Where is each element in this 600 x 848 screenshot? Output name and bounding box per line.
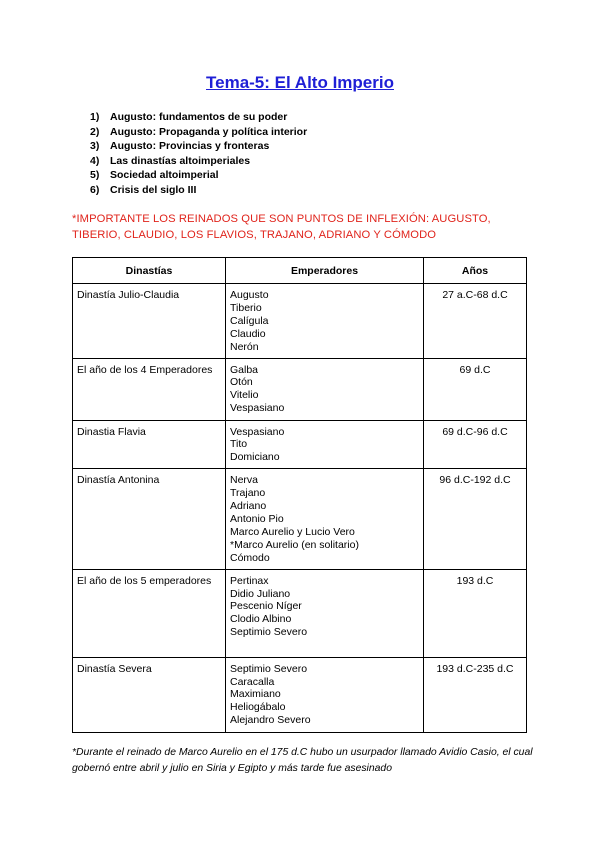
years-cell: 193 d.C bbox=[424, 569, 527, 657]
emperor-name: Maximiano bbox=[230, 688, 281, 701]
emperor-name: Marco Aurelio y Lucio Vero bbox=[230, 525, 355, 538]
emperors-cell bbox=[226, 358, 424, 420]
table-row bbox=[73, 420, 527, 469]
emperor-name: Calígula bbox=[230, 314, 269, 327]
emperor-name: Adriano bbox=[230, 500, 267, 513]
emperors-cell bbox=[226, 469, 424, 569]
topic-number: 1) bbox=[90, 111, 100, 123]
header-emperors: Emperadores bbox=[226, 258, 424, 284]
topic-item bbox=[90, 110, 307, 125]
emperor-name: Septimio Severo bbox=[230, 626, 308, 639]
emperor-name: Caracalla bbox=[230, 675, 275, 688]
header-dynasties: Dinastías bbox=[73, 258, 226, 284]
emperor-name: Vitelio bbox=[230, 389, 259, 402]
table-row bbox=[73, 469, 527, 569]
dynasty-cell: Dinastía Antonina bbox=[73, 469, 226, 569]
topic-number: 6) bbox=[90, 183, 100, 196]
table-row bbox=[73, 358, 527, 420]
years-cell: 69 d.C-96 d.C bbox=[424, 420, 527, 469]
dynasty-cell: Dinastía Julio-Claudia bbox=[73, 284, 226, 359]
emperor-name: *Marco Aurelio (en solitario) bbox=[230, 538, 359, 551]
dynasty-cell: Dinastia Flavia bbox=[73, 420, 226, 469]
emperor-name: Tiberio bbox=[230, 301, 262, 314]
emperor-name: Heliogábalo bbox=[230, 701, 286, 714]
emperor-name: Nerva bbox=[230, 474, 259, 487]
emperor-name: Clodio Albino bbox=[230, 613, 292, 626]
years-cell: 27 a.C-68 d.C bbox=[424, 284, 527, 359]
topic-list bbox=[90, 110, 307, 198]
emperor-name: Domiciano bbox=[230, 451, 280, 464]
emperors-cell bbox=[226, 420, 424, 469]
emperor-name: Tito bbox=[230, 438, 248, 451]
table-body bbox=[73, 284, 527, 733]
topic-text: Augusto: Propaganda y política interior bbox=[110, 125, 308, 138]
emperor-name: Pescenio Níger bbox=[230, 600, 302, 613]
emperor-name: Otón bbox=[230, 376, 253, 389]
emperor-name: Vespasiano bbox=[230, 425, 285, 438]
years-cell: 69 d.C bbox=[424, 358, 527, 420]
emperors-cell bbox=[226, 657, 424, 732]
emperor-name: Alejandro Severo bbox=[230, 714, 311, 727]
topic-text: Crisis del siglo III bbox=[110, 183, 197, 196]
page-title: Tema-5: El Alto Imperio bbox=[206, 73, 394, 92]
topic-text: Augusto: fundamentos de su poder bbox=[110, 111, 288, 123]
emperor-name: Claudio bbox=[230, 327, 266, 340]
table-row bbox=[73, 569, 527, 657]
dynasty-cell: El año de los 5 emperadores bbox=[73, 569, 226, 657]
dynasties-table bbox=[72, 257, 527, 733]
dynasty-cell: Dinastía Severa bbox=[73, 657, 226, 732]
emperor-name: Vespasiano bbox=[230, 402, 285, 415]
topic-item bbox=[90, 154, 307, 169]
topic-item bbox=[90, 168, 307, 183]
emperor-name: Pertinax bbox=[230, 574, 269, 587]
topic-item bbox=[90, 139, 307, 154]
table-header-row bbox=[73, 258, 527, 284]
topic-item bbox=[90, 125, 307, 140]
table-row bbox=[73, 284, 527, 359]
topic-number: 3) bbox=[90, 140, 100, 153]
emperor-name: Augusto bbox=[230, 289, 269, 301]
topic-text: Sociedad altoimperial bbox=[110, 169, 219, 182]
important-note: *IMPORTANTE LOS REINADOS QUE SON PUNTOS DE INFLEXIÓN: AUGUSTO, TIBERIO, CLAUDIO, LOS FLAVIOS, TRAJANO, ADRIANO Y CÓMODO bbox=[72, 213, 491, 241]
topic-text: Las dinastías altoimperiales bbox=[110, 154, 251, 167]
footnote: *Durante el reinado de Marco Aurelio en el 175 d.C hubo un usurpador llamado Avidio Casio, el cual gobernó entre abril y julio en Siria y Egipto y más tarde fue asesinado bbox=[72, 747, 533, 774]
emperor-name: Septimio Severo bbox=[230, 662, 308, 675]
topic-number: 5) bbox=[90, 169, 100, 182]
emperor-name: Trajano bbox=[230, 487, 266, 500]
emperor-name: Nerón bbox=[230, 340, 259, 353]
emperor-name: Antonio Pio bbox=[230, 512, 284, 525]
emperors-cell bbox=[226, 284, 424, 359]
topic-number: 4) bbox=[90, 154, 100, 167]
topic-number: 2) bbox=[90, 125, 100, 138]
topic-text: Augusto: Provincias y fronteras bbox=[110, 140, 270, 153]
emperors-cell bbox=[226, 569, 424, 657]
emperor-name: Didio Juliano bbox=[230, 587, 291, 600]
header-years: Años bbox=[424, 258, 527, 284]
dynasty-cell: El año de los 4 Emperadores bbox=[73, 358, 226, 420]
emperor-name: Galba bbox=[230, 363, 259, 376]
years-cell: 193 d.C-235 d.C bbox=[424, 657, 527, 732]
emperor-name: Cómodo bbox=[230, 551, 270, 564]
topic-item bbox=[90, 183, 307, 198]
table-row bbox=[73, 657, 527, 732]
years-cell: 96 d.C-192 d.C bbox=[424, 469, 527, 569]
